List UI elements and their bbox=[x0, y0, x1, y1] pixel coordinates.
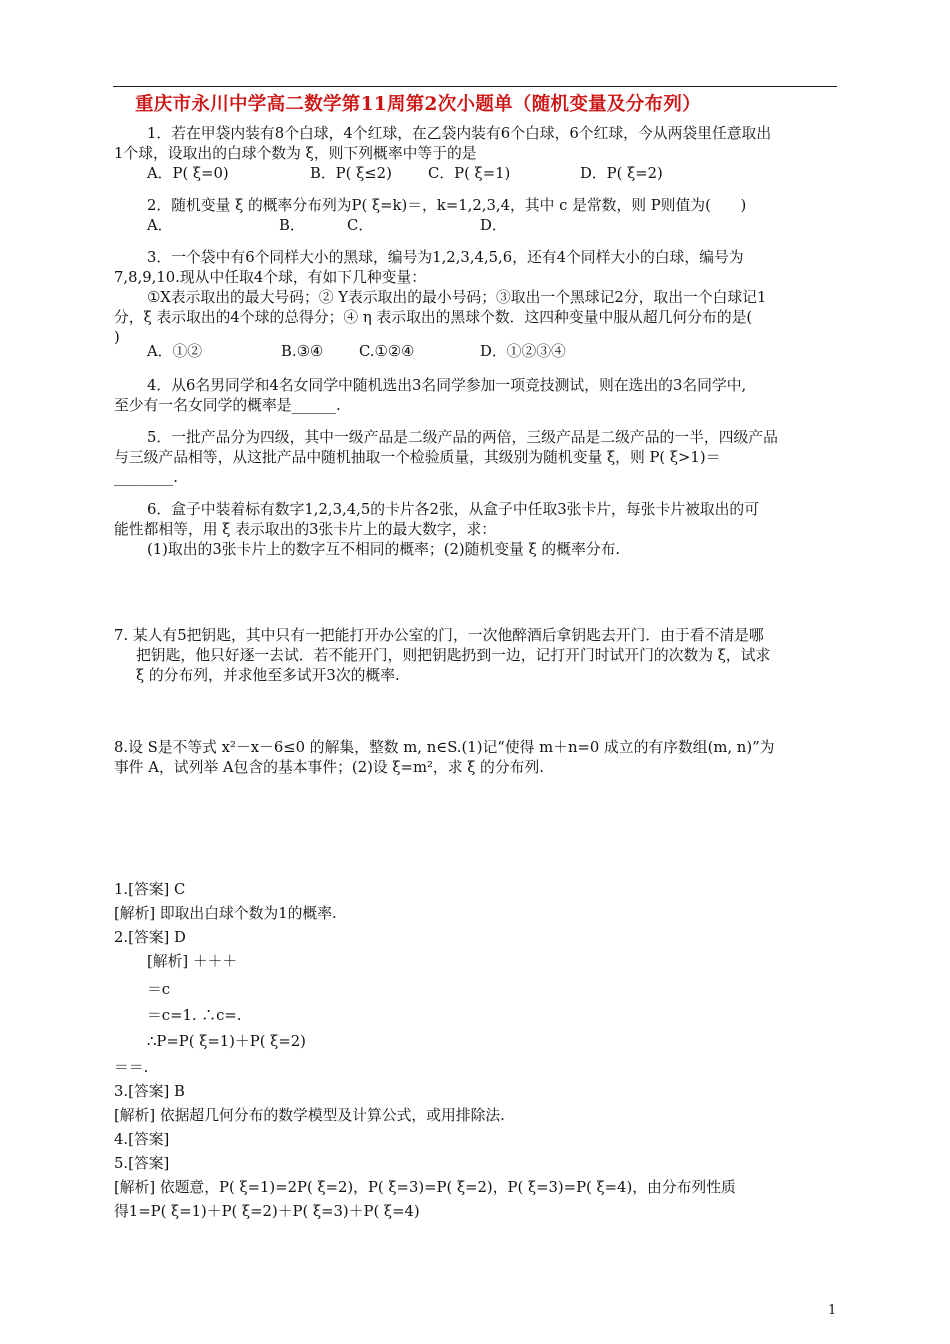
q2-option-a: A． bbox=[147, 217, 173, 234]
analysis-3: [解析] 依据超几何分布的数学模型及计算公式，或用排除法. bbox=[114, 1107, 505, 1124]
q1-option-d: D．P( ξ=2) bbox=[580, 165, 663, 182]
q3-option-b: B.③④ bbox=[281, 343, 324, 360]
page-title: 重庆市永川中学高二数学第11周第2次小题单（随机变量及分布列） bbox=[135, 94, 701, 115]
q3-option-d: D．①②③④ bbox=[480, 343, 566, 360]
analysis-5-cont: 得1=P( ξ=1)＋P( ξ=2)＋P( ξ=3)＋P( ξ=4) bbox=[114, 1203, 420, 1220]
q7-line3: ξ 的分布列，并求他至多试开3次的概率. bbox=[136, 667, 400, 684]
q1-line1: 1．若在甲袋内装有8个白球，4个红球，在乙袋内装有6个白球，6个红球，今从两袋里任意取出 bbox=[147, 125, 772, 142]
q6-line2: 能性都相等，用 ξ 表示取出的3张卡片上的最大数字，求： bbox=[114, 521, 497, 538]
q2-option-d: D． bbox=[480, 217, 507, 234]
answer-3: 3.[答案] B bbox=[114, 1083, 185, 1100]
header-rule bbox=[113, 86, 837, 87]
answer-1: 1.[答案] C bbox=[114, 881, 186, 898]
q2-line1: 2．随机变量 ξ 的概率分布列为P( ξ=k)＝，k=1,2,3,4，其中 c 是常数，则 P则值为( ) bbox=[147, 197, 747, 214]
answer-2: 2.[答案] D bbox=[114, 929, 186, 946]
answer-4: 4.[答案] bbox=[114, 1131, 170, 1148]
q3-line1: 3．一个袋中有6个同样大小的黑球，编号为1,2,3,4,5,6，还有4个同样大小的白球，编号为 bbox=[147, 249, 744, 266]
q3-option-a: A．①② bbox=[147, 343, 203, 360]
analysis-2-step2: ＝c=1. ∴c=. bbox=[147, 1007, 242, 1024]
q3-option-c: C.①②④ bbox=[359, 343, 415, 360]
q8-line2: 事件 A，试列举 A包含的基本事件；(2)设 ξ=m²，求 ξ 的分布列. bbox=[114, 759, 544, 776]
analysis-1: [解析] 即取出白球个数为1的概率. bbox=[114, 905, 337, 922]
q5-line1: 5．一批产品分为四级，其中一级产品是二级产品的两倍，三级产品是二级产品的一半，四级产品 bbox=[147, 429, 778, 446]
q8-line1: 8.设 S是不等式 x²－x－6≤0 的解集，整数 m, n∈S.(1)记“使得 m＋n=0 成立的有序数组(m, n)”为 bbox=[114, 739, 775, 756]
q1-option-a: A．P( ξ=0) bbox=[147, 165, 229, 182]
q1-option-b: B．P( ξ≤2) bbox=[310, 165, 392, 182]
analysis-5: [解析] 依题意，P( ξ=1)=2P( ξ=2)，P( ξ=3)=P( ξ=2)，P( ξ=3)=P( ξ=4)，由分布列性质 bbox=[114, 1179, 736, 1196]
q5-line3: ________. bbox=[114, 469, 178, 486]
q1-option-c: C．P( ξ=1) bbox=[428, 165, 511, 182]
q6-line3: (1)取出的3张卡片上的数字互不相同的概率；(2)随机变量 ξ 的概率分布. bbox=[147, 541, 621, 558]
q7-line1: 7. 某人有5把钥匙，其中只有一把能打开办公室的门，一次他醉酒后拿钥匙去开门．由于看不清是哪 bbox=[114, 627, 764, 644]
q3-line5: ) bbox=[114, 329, 120, 346]
q2-option-b: B． bbox=[279, 217, 305, 234]
q4-line2: 至少有一名女同学的概率是______. bbox=[114, 397, 341, 414]
answer-5: 5.[答案] bbox=[114, 1155, 170, 1172]
q5-line2: 与三级产品相等，从这批产品中随机抽取一个检验质量，其级别为随机变量 ξ，则 P( ξ>1)＝ bbox=[114, 449, 721, 466]
page-number: 1 bbox=[828, 1303, 837, 1318]
analysis-2: [解析] ＋＋＋ bbox=[147, 953, 238, 970]
q3-line2: 7,8,9,10.现从中任取4个球，有如下几种变量： bbox=[114, 269, 427, 286]
q7-line2: 把钥匙，他只好逐一去试．若不能开门，则把钥匙扔到一边，记打开门时试开门的次数为 ξ，试求 bbox=[136, 647, 771, 664]
q1-line2: 1个球，设取出的白球个数为 ξ，则下列概率中等于的是 bbox=[114, 145, 477, 162]
analysis-2-step4: ＝＝. bbox=[114, 1059, 149, 1076]
q4-line1: 4．从6名男同学和4名女同学中随机选出3名同学参加一项竞技测试，则在选出的3名同学中, bbox=[147, 377, 747, 394]
analysis-2-step1: ＝c bbox=[147, 981, 171, 998]
q3-line4: 分，ξ 表示取出的4个球的总得分；④ η 表示取出的黑球个数．这四种变量中服从超几何分布的是( bbox=[114, 309, 753, 326]
q6-line1: 6．盒子中装着标有数字1,2,3,4,5的卡片各2张，从盒子中任取3张卡片，每张卡片被取出的可 bbox=[147, 501, 760, 518]
analysis-2-step3: ∴P=P( ξ=1)＋P( ξ=2) bbox=[147, 1033, 306, 1050]
q3-line3: ①X表示取出的最大号码；② Y表示取出的最小号码；③取出一个黑球记2分，取出一个白球记1 bbox=[147, 289, 767, 306]
q2-option-c: C． bbox=[347, 217, 374, 234]
